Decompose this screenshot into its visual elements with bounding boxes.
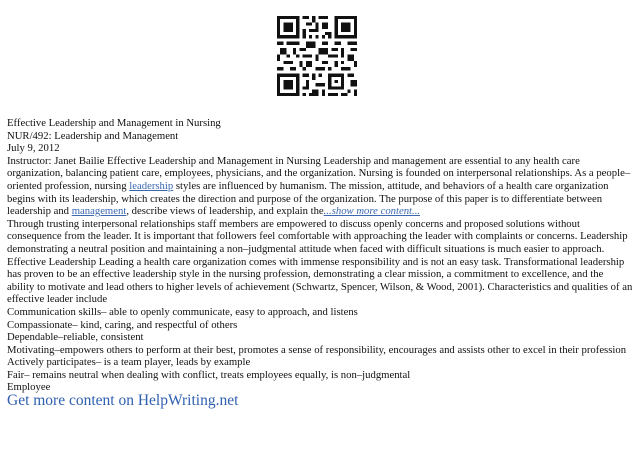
document-title: Effective Leadership and Management in Nursing — [7, 117, 221, 129]
leadership-link[interactable]: leadership — [129, 179, 174, 192]
list-item: Actively participates– is a team player, leads by example — [7, 356, 251, 369]
date-line: July 9, 2012 — [7, 142, 60, 155]
intro-text-1: Instructor: Janet Bailie Effective Leadership and Management in Nursing Leadership and management are essential to any health care organization, balancing patient care, employees, physicians, and the organization. Nursing is founded on interpersonal relationships. As a people–oriented profession, nursing — [7, 154, 631, 192]
get-more-content-link[interactable]: Get more content on HelpWriting.net — [7, 392, 239, 409]
show-more-link[interactable]: ...show more content... — [323, 205, 421, 218]
course-line: NUR/492: Leadership and Management — [7, 129, 179, 142]
list-item: Employee — [7, 381, 51, 394]
document-body — [7, 117, 633, 394]
list-item: Fair– remains neutral when dealing with conflict, treats employees equally, is non–judgmental — [7, 368, 411, 381]
intro-text-3: , describe views of leadership, and explain the — [126, 205, 324, 218]
intro-text-2: styles are influenced by humanism. The mission, attitude, and behaviors of a health care organization begins with its leadership, which creates the direction and purpose of the organization. The purpose of this paper is to differentiate between leadership and — [7, 179, 609, 218]
list-item: Compassionate– kind, caring, and respectful of others — [7, 318, 238, 331]
management-link[interactable]: management — [71, 205, 127, 218]
list-item: Motivating–empowers others to perform at their best, promotes a sense of responsibility, encourages and assists other to excel in their profession — [7, 343, 627, 356]
paragraph-trust: Through trusting interpersonal relationships staff members are empowered to discuss openly concerns and proposed solutions without consequence from the leader. It is important that followers feel comfortable with approaching the leader with complaints or concerns. Leadership demonstrating a neutral position and maintaining a non–judgmental attitude when faced with difficult situations is much easier to approach. — [7, 217, 628, 255]
list-item: Communication skills– able to openly communicate, easy to approach, and listens — [7, 305, 358, 318]
qr-code-icon — [277, 16, 357, 96]
list-item: Dependable–reliable, consistent — [7, 331, 144, 344]
intro-paragraph — [7, 155, 633, 218]
paragraph-effective-leadership: Effective Leadership Leading a health care organization comes with immense responsibility and is not an easy task. Transformational leadership has proven to be an effective leadership style in the nursing profession, demonstrating a clear mission, a commitment to excellence, and the ability to motivate and lead others to higher levels of achievement (Schwartz, Spencer, Wilson, & Wood, 2001). Characteristics and qualities of an effective leader include — [7, 255, 633, 306]
